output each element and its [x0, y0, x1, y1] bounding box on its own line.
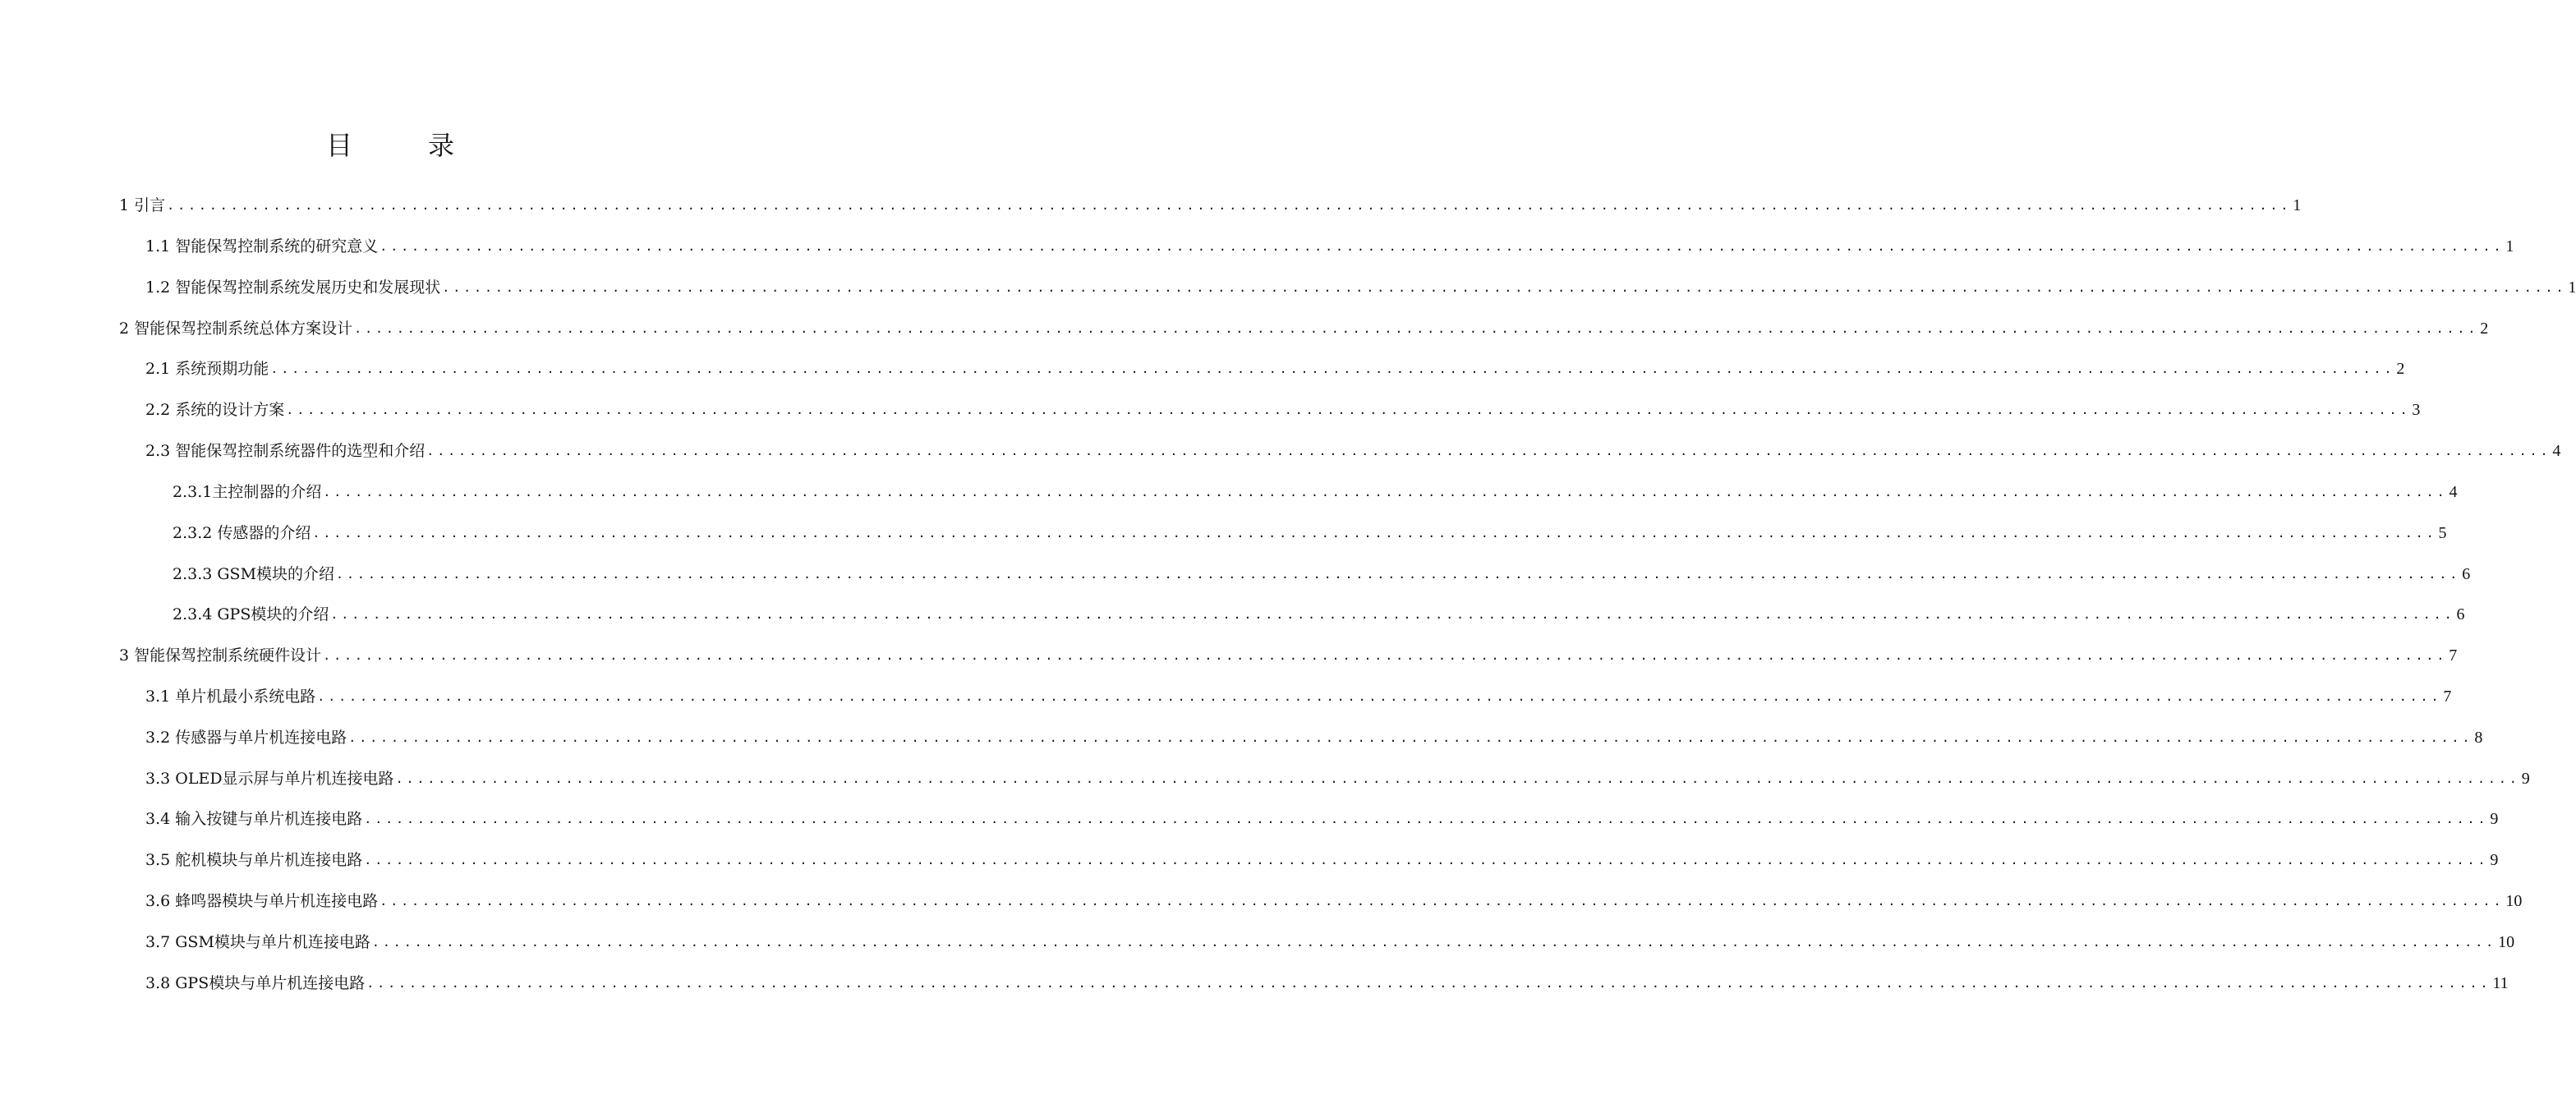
toc-leader-dots: ........................................................................................................................................................................................................: [167, 198, 2292, 213]
toc-entry[interactable]: [145, 888, 2523, 914]
toc-leader-dots: ........................................................................................................................................................................................................: [317, 689, 2442, 704]
toc-leader-dots: ........................................................................................................................................................................................................: [366, 976, 2491, 991]
toc-entry-page-number: 1: [2293, 196, 2302, 214]
toc-entry-label: 1 引言: [119, 196, 166, 214]
toc-leader-dots: ........................................................................................................................................................................................................: [380, 239, 2505, 254]
toc-entry-label: 2.3.3 GSM模块的介绍: [172, 565, 335, 583]
toc-entry-label: 2.3 智能保驾控制系统器件的选型和介绍: [145, 442, 426, 460]
toc-entry-page-number: 9: [2490, 851, 2499, 869]
toc-entry-label: 3.8 GPS模块与单片机连接电路: [145, 974, 366, 992]
toc-entry[interactable]: [119, 642, 2458, 669]
toc-entry[interactable]: [172, 561, 2471, 587]
toc-leader-dots: ........................................................................................................................................................................................................: [354, 321, 2479, 336]
toc-entry-page-number: 6: [2462, 565, 2471, 583]
toc-entry-label: 3.2 传感器与单片机连接电路: [145, 729, 347, 747]
toc-entry[interactable]: [145, 397, 2421, 423]
toc-entry-page-number: 5: [2438, 524, 2447, 542]
toc-entry[interactable]: [145, 847, 2499, 873]
toc-entry-label: 3.3 OLED显示屏与单片机连接电路: [145, 770, 394, 788]
toc-entry-page-number: 9: [2490, 810, 2499, 828]
toc-entry-page-number: 1: [2505, 237, 2514, 255]
toc-leader-dots: ........................................................................................................................................................................................................: [442, 280, 2567, 295]
toc-leader-dots: ........................................................................................................................................................................................................: [336, 567, 2461, 582]
toc-entry[interactable]: [145, 683, 2452, 710]
toc-entry-label: 2.3.4 GPS模块的介绍: [172, 605, 329, 623]
toc-entry-label: 2.3.1主控制器的介绍: [172, 483, 322, 501]
toc-entry-page-number: 10: [2505, 892, 2523, 910]
toc-leader-dots: ........................................................................................................................................................................................................: [348, 730, 2473, 745]
toc-leader-dots: ........................................................................................................................................................................................................: [330, 607, 2455, 622]
toc-entry-page-number: 2: [2480, 320, 2489, 338]
toc-entry-label: 3.5 舵机模块与单片机连接电路: [145, 851, 363, 869]
toc-entry-label: 2.2 系统的设计方案: [145, 401, 285, 419]
toc-entry[interactable]: [145, 274, 2576, 301]
toc-entry-label: 3.7 GSM模块与单片机连接电路: [145, 933, 370, 951]
toc-entry[interactable]: [145, 233, 2514, 260]
toc-entry[interactable]: [119, 192, 2302, 218]
toc-entry[interactable]: [172, 479, 2458, 505]
toc-leader-dots: ........................................................................................................................................................................................................: [364, 812, 2489, 826]
toc-leader-dots: ........................................................................................................................................................................................................: [323, 485, 2448, 499]
toc-entry-page-number: 7: [2449, 646, 2458, 665]
toc-entry-page-number: 4: [2552, 442, 2561, 460]
toc-leader-dots: ........................................................................................................................................................................................................: [426, 444, 2551, 458]
toc-entry-page-number: 6: [2456, 605, 2465, 623]
toc-entry-page-number: 3: [2412, 401, 2421, 419]
toc-entry[interactable]: [145, 438, 2561, 464]
toc-entry-label: 3.1 单片机最小系统电路: [145, 688, 316, 706]
toc-entry-page-number: 8: [2474, 729, 2483, 747]
toc-leader-dots: ........................................................................................................................................................................................................: [364, 853, 2489, 867]
toc-entry-label: 2.3.2 传感器的介绍: [172, 524, 311, 542]
toc-leader-dots: ........................................................................................................................................................................................................: [371, 935, 2497, 950]
toc-entry-label: 2 智能保驾控制系统总体方案设计: [119, 320, 353, 338]
toc-entry-page-number: 4: [2449, 483, 2458, 501]
toc-entry-page-number: 7: [2443, 688, 2452, 706]
toc-entry[interactable]: [145, 724, 2483, 751]
toc-leader-dots: ........................................................................................................................................................................................................: [323, 648, 2448, 663]
toc-entry-page-number: 10: [2498, 933, 2515, 951]
toc-leader-dots: ........................................................................................................................................................................................................: [380, 894, 2505, 908]
toc-entry[interactable]: [119, 315, 2489, 342]
toc-leader-dots: ........................................................................................................................................................................................................: [286, 402, 2411, 417]
toc-entry-label: 2.1 系统预期功能: [145, 360, 269, 378]
toc-entry-page-number: 9: [2521, 770, 2530, 788]
toc-leader-dots: ........................................................................................................................................................................................................: [312, 526, 2437, 540]
toc-entry[interactable]: [145, 806, 2499, 832]
toc-title: 目 录: [325, 130, 479, 161]
toc-entry-label: 3.6 蜂鸣器模块与单片机连接电路: [145, 892, 379, 910]
toc-entry[interactable]: [172, 601, 2465, 628]
toc-entry[interactable]: [145, 356, 2405, 382]
toc-entry-page-number: 1: [2568, 278, 2576, 297]
toc-entry[interactable]: [172, 520, 2447, 546]
toc-entry-label: 3.4 输入按键与单片机连接电路: [145, 810, 363, 828]
toc-entry[interactable]: [145, 766, 2530, 792]
toc-entry-page-number: 11: [2492, 974, 2509, 992]
toc-entry-label: 3 智能保驾控制系统硬件设计: [119, 646, 322, 665]
toc-entry[interactable]: [145, 929, 2515, 955]
toc-entry-page-number: 2: [2396, 360, 2405, 378]
toc-entry-label: 1.1 智能保驾控制系统的研究意义: [145, 237, 379, 255]
toc-entry-label: 1.2 智能保驾控制系统发展历史和发展现状: [145, 278, 441, 297]
toc-leader-dots: ........................................................................................................................................................................................................: [270, 361, 2395, 376]
toc-entry[interactable]: [145, 970, 2509, 996]
toc-leader-dots: ........................................................................................................................................................................................................: [395, 771, 2520, 786]
